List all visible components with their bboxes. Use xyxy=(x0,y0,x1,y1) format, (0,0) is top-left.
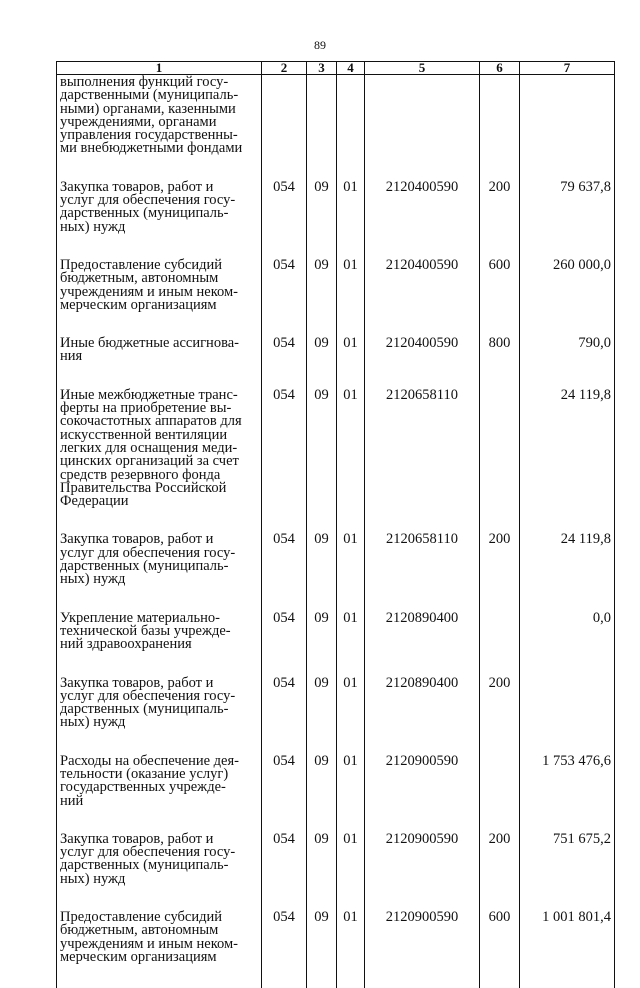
description-line: дарственных (муниципаль- xyxy=(60,560,259,573)
amount-cell: 1 753 476,6 xyxy=(520,755,615,833)
subsection-cell: 01 xyxy=(337,533,365,611)
table-row xyxy=(57,911,615,988)
description-line: сокочастотных аппаратов для xyxy=(60,415,259,428)
target-article-cell: 2120658110 xyxy=(365,389,480,534)
table-row xyxy=(57,337,615,389)
target-article-cell: 2120890400 xyxy=(365,612,480,677)
description-line: бюджетным, автономным xyxy=(60,272,259,285)
table-row xyxy=(57,533,615,611)
target-article-cell xyxy=(365,75,480,181)
gov-code-cell: 054 xyxy=(262,612,307,677)
target-article-cell: 2120400590 xyxy=(365,181,480,259)
description-line: учреждениям и иным неком- xyxy=(60,286,259,299)
table-row xyxy=(57,75,615,181)
description-line: услуг для обеспечения госу- xyxy=(60,194,259,207)
subsection-cell: 01 xyxy=(337,755,365,833)
table-row xyxy=(57,389,615,534)
description-line: ных) нужд xyxy=(60,716,259,729)
description-line: ных) нужд xyxy=(60,873,259,886)
expense-type-cell xyxy=(480,755,520,833)
target-article-cell: 2120400590 xyxy=(365,337,480,389)
description-cell xyxy=(57,755,262,833)
amount-cell: 790,0 xyxy=(520,337,615,389)
section-cell: 09 xyxy=(307,612,337,677)
table-row xyxy=(57,833,615,911)
expense-type-cell: 600 xyxy=(480,911,520,988)
subsection-cell: 01 xyxy=(337,181,365,259)
amount-cell: 24 119,8 xyxy=(520,533,615,611)
budget-table xyxy=(56,61,615,988)
amount-cell: 79 637,8 xyxy=(520,181,615,259)
description-line: Закупка товаров, работ и xyxy=(60,533,259,546)
description-cell xyxy=(57,833,262,911)
description-cell xyxy=(57,533,262,611)
table-body xyxy=(57,75,615,988)
description-cell xyxy=(57,259,262,337)
gov-code-cell: 054 xyxy=(262,533,307,611)
description-line: дарственными (муниципаль- xyxy=(60,89,259,102)
amount-cell xyxy=(520,75,615,181)
section-cell: 09 xyxy=(307,677,337,755)
col-header-3: 3 xyxy=(307,62,337,75)
description-line: дарственных (муниципаль- xyxy=(60,207,259,220)
expense-type-cell: 800 xyxy=(480,337,520,389)
description-line: ми внебюджетными фондами xyxy=(60,142,259,155)
description-cell xyxy=(57,911,262,988)
col-header-1: 1 xyxy=(57,62,262,75)
table-row xyxy=(57,755,615,833)
target-article-cell: 2120658110 xyxy=(365,533,480,611)
description-line: Иные межбюджетные транс- xyxy=(60,389,259,402)
description-line: Правительства Российской xyxy=(60,482,259,495)
amount-cell: 0,0 xyxy=(520,612,615,677)
description-line: ных) нужд xyxy=(60,221,259,234)
description-line: учреждениями, органами xyxy=(60,116,259,129)
description-line: ний xyxy=(60,795,259,808)
col-header-7: 7 xyxy=(520,62,615,75)
gov-code-cell xyxy=(262,75,307,181)
section-cell: 09 xyxy=(307,755,337,833)
description-line: Предоставление субсидий xyxy=(60,911,259,924)
page-number: 89 xyxy=(0,38,640,53)
description-line: услуг для обеспечения госу- xyxy=(60,547,259,560)
subsection-cell: 01 xyxy=(337,337,365,389)
description-line: технической базы учрежде- xyxy=(60,625,259,638)
gov-code-cell: 054 xyxy=(262,337,307,389)
description-line: ферты на приобретение вы- xyxy=(60,402,259,415)
subsection-cell xyxy=(337,75,365,181)
expense-type-cell xyxy=(480,612,520,677)
section-cell: 09 xyxy=(307,259,337,337)
target-article-cell: 2120900590 xyxy=(365,911,480,988)
section-cell: 09 xyxy=(307,181,337,259)
gov-code-cell: 054 xyxy=(262,677,307,755)
description-line: дарственных (муниципаль- xyxy=(60,859,259,872)
description-line: Расходы на обеспечение дея- xyxy=(60,755,259,768)
description-line: услуг для обеспечения госу- xyxy=(60,846,259,859)
description-line: мерческим организациям xyxy=(60,299,259,312)
gov-code-cell: 054 xyxy=(262,833,307,911)
subsection-cell: 01 xyxy=(337,833,365,911)
description-line: Закупка товаров, работ и xyxy=(60,833,259,846)
expense-type-cell: 200 xyxy=(480,533,520,611)
target-article-cell: 2120400590 xyxy=(365,259,480,337)
gov-code-cell: 054 xyxy=(262,755,307,833)
gov-code-cell: 054 xyxy=(262,259,307,337)
table-row xyxy=(57,612,615,677)
gov-code-cell: 054 xyxy=(262,181,307,259)
subsection-cell: 01 xyxy=(337,911,365,988)
description-cell xyxy=(57,389,262,534)
description-line: управления государственны- xyxy=(60,129,259,142)
target-article-cell: 2120890400 xyxy=(365,677,480,755)
section-cell: 09 xyxy=(307,337,337,389)
description-line: ных) нужд xyxy=(60,573,259,586)
table-row xyxy=(57,677,615,755)
description-line: бюджетным, автономным xyxy=(60,924,259,937)
description-cell xyxy=(57,677,262,755)
subsection-cell: 01 xyxy=(337,259,365,337)
col-header-6: 6 xyxy=(480,62,520,75)
expense-type-cell: 200 xyxy=(480,181,520,259)
expense-type-cell xyxy=(480,75,520,181)
amount-cell: 260 000,0 xyxy=(520,259,615,337)
description-line: цинских организаций за счет xyxy=(60,455,259,468)
description-line: тельности (оказание услуг) xyxy=(60,768,259,781)
subsection-cell: 01 xyxy=(337,677,365,755)
description-cell xyxy=(57,612,262,677)
section-cell xyxy=(307,75,337,181)
gov-code-cell: 054 xyxy=(262,911,307,988)
description-line: мерческим организациям xyxy=(60,951,259,964)
expense-type-cell: 200 xyxy=(480,677,520,755)
amount-cell: 24 119,8 xyxy=(520,389,615,534)
description-line: государственных учрежде- xyxy=(60,781,259,794)
description-line: ний здравоохранения xyxy=(60,638,259,651)
amount-cell: 751 675,2 xyxy=(520,833,615,911)
description-cell xyxy=(57,337,262,389)
description-line: Укрепление материально- xyxy=(60,612,259,625)
target-article-cell: 2120900590 xyxy=(365,755,480,833)
subsection-cell: 01 xyxy=(337,612,365,677)
description-line: средств резервного фонда xyxy=(60,469,259,482)
description-line: услуг для обеспечения госу- xyxy=(60,690,259,703)
description-line: выполнения функций госу- xyxy=(60,76,259,89)
description-line: Федерации xyxy=(60,495,259,508)
table-row xyxy=(57,259,615,337)
description-line: учреждениям и иным неком- xyxy=(60,938,259,951)
amount-cell xyxy=(520,677,615,755)
description-line: Закупка товаров, работ и xyxy=(60,181,259,194)
section-cell: 09 xyxy=(307,389,337,534)
table-row xyxy=(57,181,615,259)
description-line: ными) органами, казенными xyxy=(60,103,259,116)
expense-type-cell: 600 xyxy=(480,259,520,337)
description-line: дарственных (муниципаль- xyxy=(60,703,259,716)
description-cell xyxy=(57,181,262,259)
description-line: искусственной вентиляции xyxy=(60,429,259,442)
target-article-cell: 2120900590 xyxy=(365,833,480,911)
column-number-header xyxy=(57,62,615,75)
description-cell xyxy=(57,75,262,181)
col-header-5: 5 xyxy=(365,62,480,75)
expense-type-cell: 200 xyxy=(480,833,520,911)
gov-code-cell: 054 xyxy=(262,389,307,534)
description-line: Закупка товаров, работ и xyxy=(60,677,259,690)
col-header-4: 4 xyxy=(337,62,365,75)
description-line: легких для оснащения меди- xyxy=(60,442,259,455)
description-line: Иные бюджетные ассигнова- xyxy=(60,337,259,350)
section-cell: 09 xyxy=(307,533,337,611)
expense-type-cell xyxy=(480,389,520,534)
amount-cell: 1 001 801,4 xyxy=(520,911,615,988)
description-line: ния xyxy=(60,350,259,363)
description-line: Предоставление субсидий xyxy=(60,259,259,272)
col-header-2: 2 xyxy=(262,62,307,75)
section-cell: 09 xyxy=(307,833,337,911)
subsection-cell: 01 xyxy=(337,389,365,534)
section-cell: 09 xyxy=(307,911,337,988)
